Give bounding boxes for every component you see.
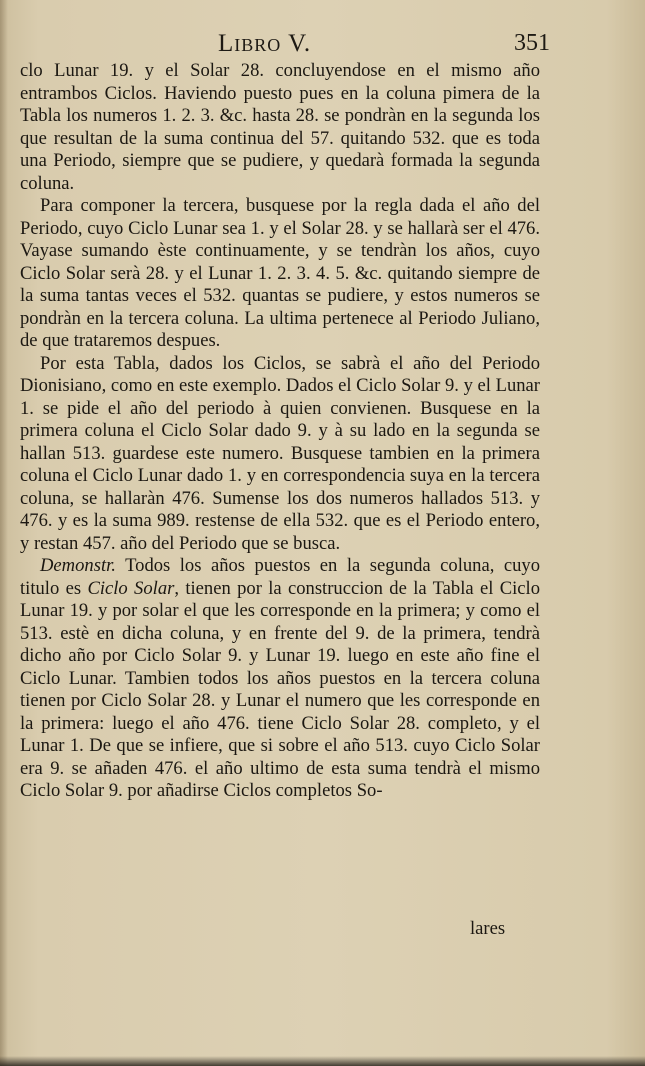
demonstration-text: Todos los años puestos en la segunda coluna, cuyo titulo es [20,555,541,599]
page-bottom-edge [0,1056,645,1066]
running-head: Libro V. [218,30,312,57]
gutter-shadow [0,0,8,1066]
demonstration-text-cont: , tienen por la construccion de la Tabla el Ciclo Lunar 19. y por solar el que les corresponde en la primera; y como el 513. estè en dicha coluna, y en frente del 9. de la primera, tendrà dicho año por Ciclo Solar 9. y Lunar 19. luego en este año fine el Ciclo Lunar. Tambien todos los años puestos en la tercera coluna tienen por Ciclo Solar 28. y Lunar el numero que les corresponde en la primera: luego el año 476. tiene Ciclo Solar 28. completo, y el Lunar 1. De que se infiere, que si sobre el año 513. cuyo Ciclo Solar era 9. se añaden 476. el año ultimo de esta suma tendrà el mismo Ciclo Solar 9. por añadirse Ciclos completos So- [20,577,541,801]
demonstration-label: Demonstr. [40,555,116,576]
column-title: Ciclo Solar [87,577,175,599]
page-number: 351 [514,30,550,56]
paragraph-third-column: Para componer la tercera, busquese por la regla dada el año del Periodo, cuyo Ciclo Lunar sea 1. y el Solar 28. y se hallarà ser el 476. Vayase sumando èste continuamente, y se tendràn los años, cuyo Ciclo Solar serà 28. y el Lunar 1. 2. 3. 4. 5. &c. quitando siempre de la suma tantas veces el 532. quantas se pudiere, y estos numeros se pondràn en la tercera coluna. La ultima pertenece al Periodo Juliano, de que trataremos despues. [20,195,540,351]
page-header [22,30,550,60]
paragraph-example: Por esta Tabla, dados los Ciclos, se sabrà el año del Periodo Dionisiano, como en este exemplo. Dados el Ciclo Solar 9. y el Lunar 1. se pide el año del periodo à quien convienen. Busquese en la primera coluna el Ciclo Solar dado 9. y à su lado en la segunda se hallan 513. guardese este numero. Busquese tambien en la primera coluna el Ciclo Lunar dado 1. y en correspondencia suya en la tercera coluna, se hallaràn 476. Sumense los dos numeros hallados 513. y 476. y es la suma 989. restense de ella 532. que es el Periodo entero, y restan 457. año del Periodo que se busca. [20,352,540,554]
paragraph-continuation: clo Lunar 19. y el Solar 28. concluyendose en el mismo año entrambos Ciclos. Haviendo puesto pues en la coluna pimera de la Tabla los numeros 1. 2. 3. &c. hasta 28. se pondràn en la segunda los que resultan de la suma continua del 57. quitando 532. que es toda una Periodo, siempre que se pudiere, y quedarà formada la segunda coluna. [20,60,540,194]
paragraph-demonstration [20,555,540,803]
body-text [20,60,540,803]
catchword: lares [470,918,506,939]
